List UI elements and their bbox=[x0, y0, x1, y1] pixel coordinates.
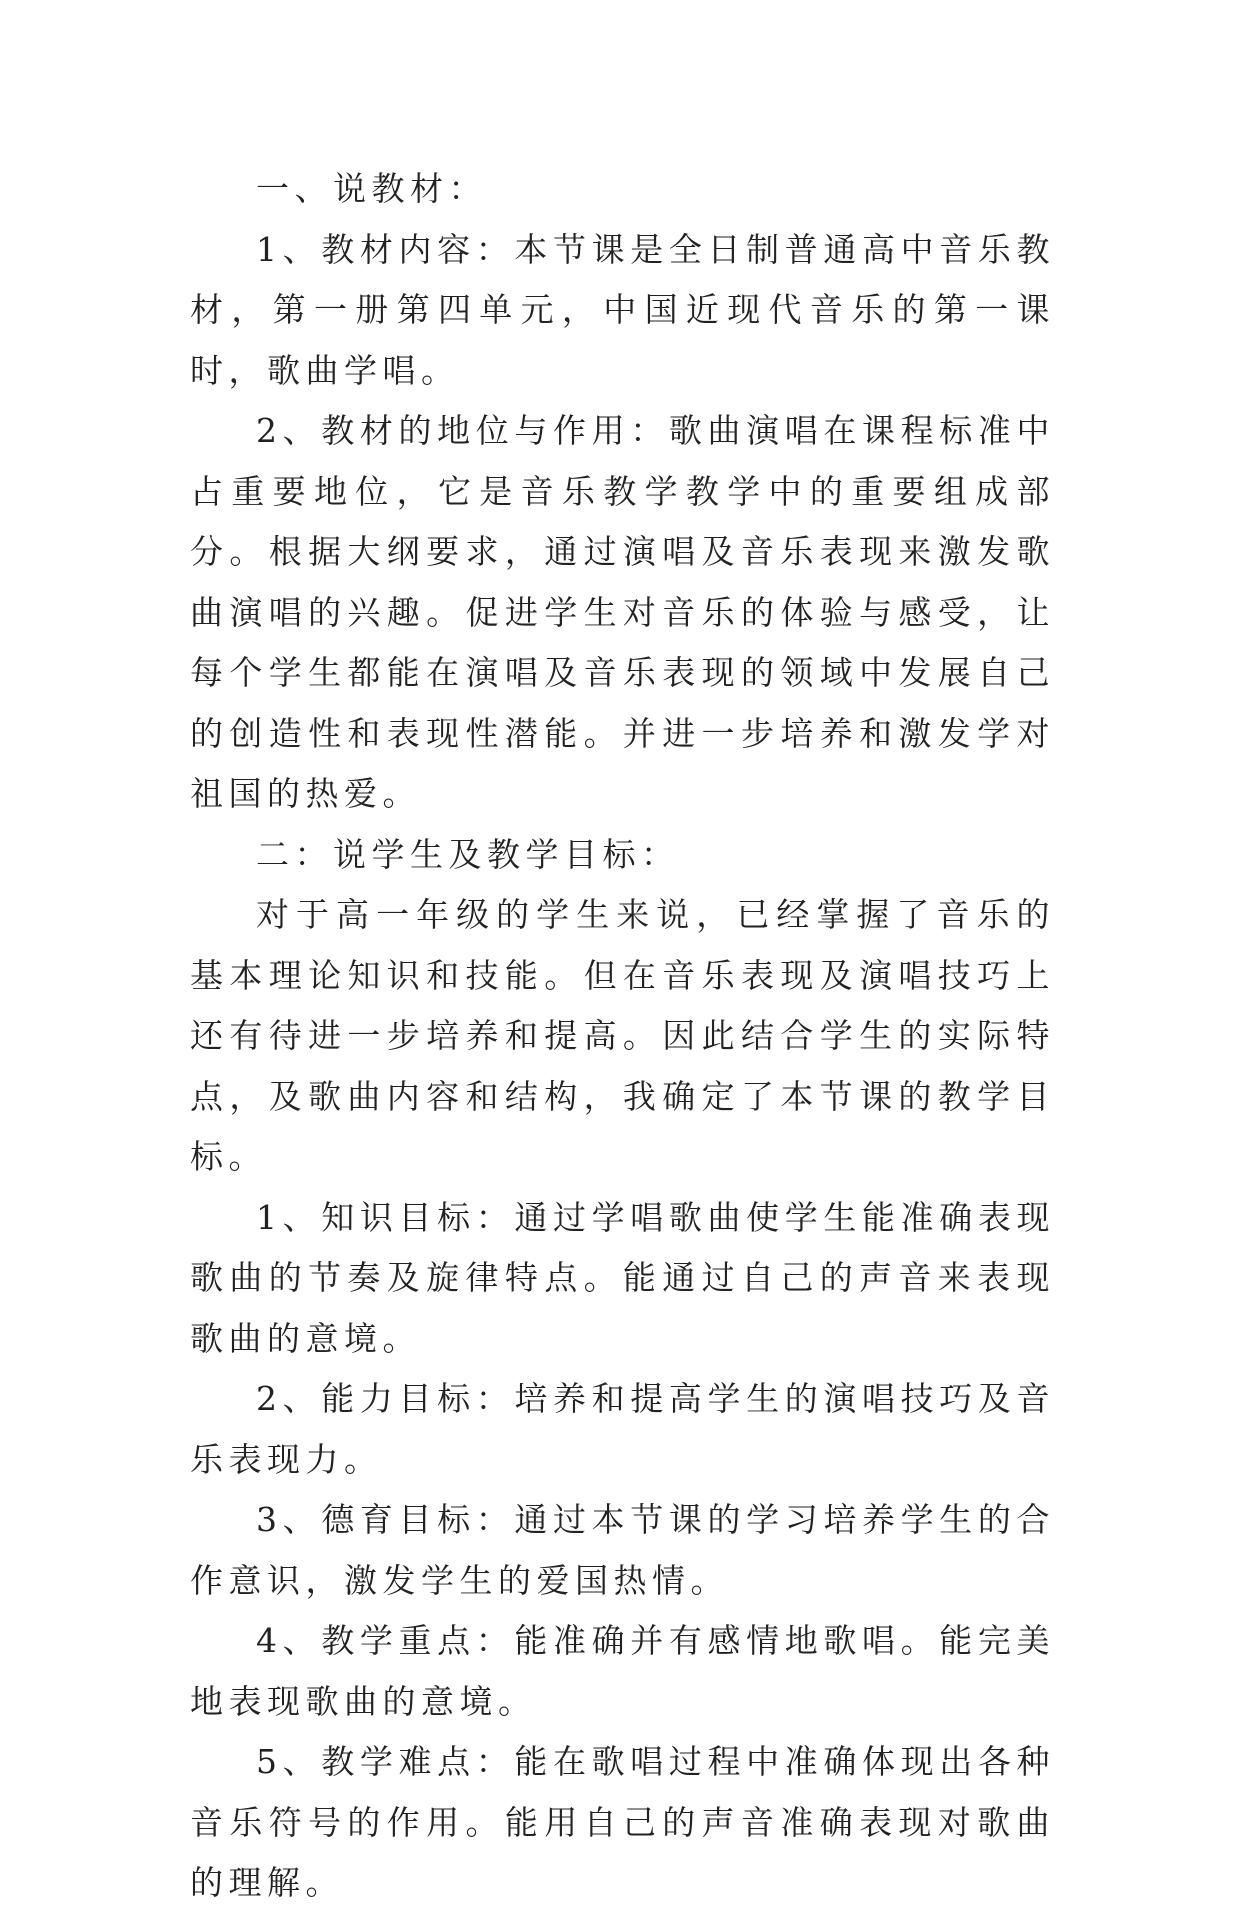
document-body bbox=[190, 159, 1055, 1914]
paragraph-textbook-role: 2、教材的地位与作用：歌曲演唱在课程标准中占重要地位，它是音乐教学教学中的重要组成部分。根据大纲要求，通过演唱及音乐表现来激发歌曲演唱的兴趣。促进学生对音乐的体验与感受，让每个学生都能在演唱及音乐表现的领域中发展自己的创造性和表现性潜能。并进一步培养和激发学对祖国的热爱。 bbox=[190, 411, 1055, 813]
paragraph-moral-goal: 3、德育目标：通过本节课的学习培养学生的合作意识，激发学生的爱国热情。 bbox=[190, 1500, 1055, 1600]
paragraph-teaching-focus: 4、教学重点：能准确并有感情地歌唱。能完美地表现歌曲的意境。 bbox=[190, 1621, 1055, 1721]
paragraph-teaching-difficulty: 5、教学难点：能在歌唱过程中准确体现出各种音乐符号的作用。能用自己的声音准确表现对歌曲的理解。 bbox=[190, 1742, 1055, 1902]
paragraph-ability-goal: 2、能力目标：培养和提高学生的演唱技巧及音乐表现力。 bbox=[190, 1379, 1055, 1479]
paragraph-students: 对于高一年级的学生来说，已经掌握了音乐的基本理论知识和技能。但在音乐表现及演唱技巧上还有待进一步培养和提高。因此结合学生的实际特点，及歌曲内容和结构，我确定了本节课的教学目标。 bbox=[190, 895, 1055, 1176]
paragraph-textbook-content: 1、教材内容：本节课是全日制普通高中音乐教材，第一册第四单元，中国近现代音乐的第一课时，歌曲学唱。 bbox=[190, 229, 1055, 390]
section-heading-students-goals: 二：说学生及教学目标： bbox=[256, 834, 680, 874]
paragraph-knowledge-goal: 1、知识目标：通过学唱歌曲使学生能准确表现歌曲的节奏及旋律特点。能通过自己的声音来表现歌曲的意境。 bbox=[190, 1197, 1055, 1358]
section-heading-textbook: 一、说教材： bbox=[256, 169, 487, 208]
